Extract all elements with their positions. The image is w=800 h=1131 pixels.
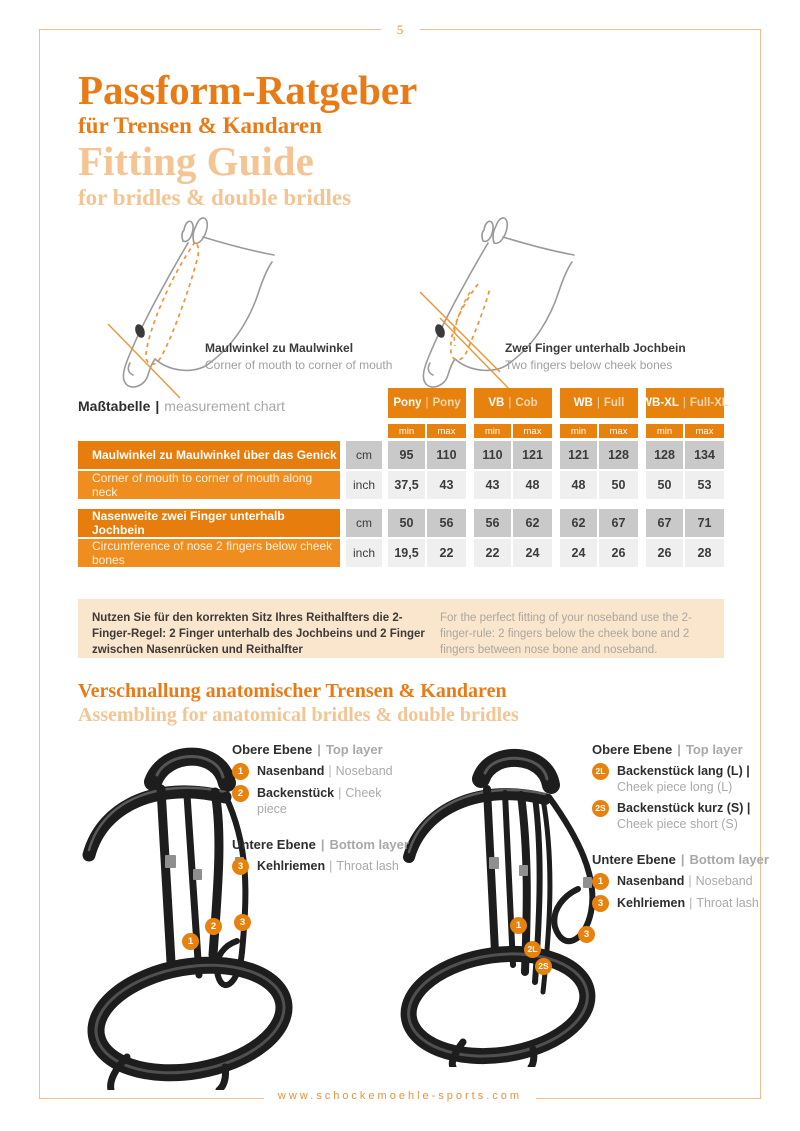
size-header-pony: Pony | Pony — [388, 388, 466, 418]
table-cell: 50 — [599, 471, 638, 499]
bridle-photo-double — [393, 737, 623, 1067]
table-cell: 67 — [646, 509, 683, 537]
table-cell: 24 — [513, 539, 552, 567]
badge-2l-icon: 2L — [592, 763, 609, 780]
badge-1-icon: 1 — [232, 763, 249, 780]
diagram-label-right — [505, 340, 686, 374]
table-cell: 37,5 — [388, 471, 425, 499]
table-cell: 48 — [513, 471, 552, 499]
legend-item-cheekpiece-short: 2S Backenstück kurz (S) | Cheek piece short (S) — [592, 800, 772, 832]
table-title-en: measurement chart — [164, 398, 285, 414]
minmax-header: min — [646, 424, 683, 438]
table-cell: 110 — [474, 441, 511, 469]
row-label: Circumference of nose 2 fingers below cheek bones — [78, 539, 340, 567]
note-text-en: For the perfect fitting of your noseband use the 2-finger-rule: 2 fingers below the cheek bone and 2 fingers between nose bone and noseband. — [440, 612, 692, 656]
minmax-header: min — [560, 424, 597, 438]
legend-item-noseband: 1 Nasenband | Noseband — [592, 873, 772, 890]
table-cell: 71 — [685, 509, 724, 537]
legend-right-top-title: Obere Ebene | Top layer — [592, 742, 743, 757]
legend-item-noseband: 1 Nasenband | Noseband — [232, 763, 412, 780]
diagram-label-right-en: Two fingers below cheek bones — [505, 358, 673, 372]
table-cell: 22 — [427, 539, 466, 567]
size-header-fullxl: WB-XL | Full-XL — [646, 388, 724, 418]
diagram-label-left-de: Maulwinkel zu Maulwinkel — [205, 341, 354, 355]
table-cell: 67 — [599, 509, 638, 537]
table-cell: 110 — [427, 441, 466, 469]
legend-item-cheekpiece: 2 Backenstück | Cheek piece — [232, 785, 412, 817]
legend-item-cheekpiece-long: 2L Backenstück lang (L) | Cheek piece long (L) — [592, 763, 772, 795]
table-cell: 121 — [560, 441, 597, 469]
badge-1-icon: 1 — [592, 873, 609, 890]
badge-3-icon: 3 — [234, 914, 251, 931]
table-cell: 56 — [427, 509, 466, 537]
table-cell: 95 — [388, 441, 425, 469]
table-cell: 56 — [474, 509, 511, 537]
table-cell: 50 — [388, 509, 425, 537]
table-cell: 28 — [685, 539, 724, 567]
table-cell: 128 — [599, 441, 638, 469]
table-cell: 22 — [474, 539, 511, 567]
legend-left-top-title: Obere Ebene | Top layer — [232, 742, 383, 757]
table-cell: 134 — [685, 441, 724, 469]
section-title-de: Verschnallung anatomischer Trensen & Kandaren — [78, 680, 507, 702]
table-cell: 50 — [646, 471, 683, 499]
table-cell: 62 — [513, 509, 552, 537]
row-unit: inch — [346, 471, 382, 499]
badge-2-icon: 2 — [205, 918, 222, 935]
table-title-de: Maßtabelle — [78, 398, 151, 414]
row-label: Corner of mouth to corner of mouth along neck — [78, 471, 340, 499]
minmax-header: min — [474, 424, 511, 438]
badge-2s-icon: 2S — [535, 958, 552, 975]
badge-3-icon: 3 — [592, 895, 609, 912]
page-title-en: Fitting Guide — [78, 138, 314, 184]
badge-2s-icon: 2S — [592, 800, 609, 817]
row-unit: inch — [346, 539, 382, 567]
size-header-full: WB | Full — [560, 388, 638, 418]
table-cell: 48 — [560, 471, 597, 499]
legend-right — [592, 742, 772, 912]
badge-3-icon: 3 — [578, 926, 595, 943]
minmax-header: max — [685, 424, 724, 438]
row-label: Maulwinkel zu Maulwinkel über das Genick — [78, 441, 340, 469]
table-cell: 121 — [513, 441, 552, 469]
page-subtitle-de: für Trensen & Kandaren — [78, 113, 322, 138]
badge-1-icon: 1 — [182, 933, 199, 950]
badge-3-icon: 3 — [232, 858, 249, 875]
minmax-header: max — [599, 424, 638, 438]
page-title-de: Passform-Ratgeber — [78, 67, 418, 113]
two-finger-rule-note — [78, 599, 724, 658]
table-cell: 53 — [685, 471, 724, 499]
legend-left — [232, 742, 412, 875]
diagram-label-left — [205, 340, 392, 374]
badge-2l-icon: 2L — [524, 941, 541, 958]
row-unit: cm — [346, 509, 382, 537]
section-title-en: Assembling for anatomical bridles & double bridles — [78, 704, 519, 726]
diagram-label-left-en: Corner of mouth to corner of mouth — [205, 358, 393, 372]
legend-item-throatlash: 3 Kehlriemen | Throat lash — [232, 858, 412, 875]
legend-left-bottom-title: Untere Ebene | Bottom layer — [232, 837, 409, 852]
table-cell: 24 — [560, 539, 597, 567]
diagram-label-right-de: Zwei Finger unterhalb Jochbein — [505, 341, 686, 355]
badge-2-icon: 2 — [232, 785, 249, 802]
table-cell: 26 — [599, 539, 638, 567]
page-number: 5 — [381, 22, 420, 38]
note-text-de: Nutzen Sie für den korrekten Sitz Ihres Reithalfters die 2-Finger-Regel: 2 Finger unterhalb des Jochbeins und 2 Finger zwischen Nasenrücken und Reithalfter — [92, 612, 425, 656]
size-header-cob: VB | Cob — [474, 388, 552, 418]
minmax-header: max — [513, 424, 552, 438]
minmax-header: max — [427, 424, 466, 438]
table-cell: 128 — [646, 441, 683, 469]
measurement-table — [78, 388, 729, 567]
table-cell: 43 — [427, 471, 466, 499]
table-cell: 62 — [560, 509, 597, 537]
table-cell: 26 — [646, 539, 683, 567]
table-cell: 19,5 — [388, 539, 425, 567]
footer-url: www.schockemoehle-sports.com — [264, 1090, 536, 1102]
table-cell: 43 — [474, 471, 511, 499]
page-subtitle-en: for bridles & double bridles — [78, 185, 352, 210]
minmax-header: min — [388, 424, 425, 438]
divider: | — [155, 398, 160, 414]
row-unit: cm — [346, 441, 382, 469]
badge-1-icon: 1 — [510, 917, 527, 934]
legend-right-bottom-title: Untere Ebene | Bottom layer — [592, 852, 769, 867]
row-label: Nasenweite zwei Finger unterhalb Jochbein — [78, 509, 340, 537]
legend-item-throatlash: 3 Kehlriemen | Throat lash — [592, 895, 772, 912]
